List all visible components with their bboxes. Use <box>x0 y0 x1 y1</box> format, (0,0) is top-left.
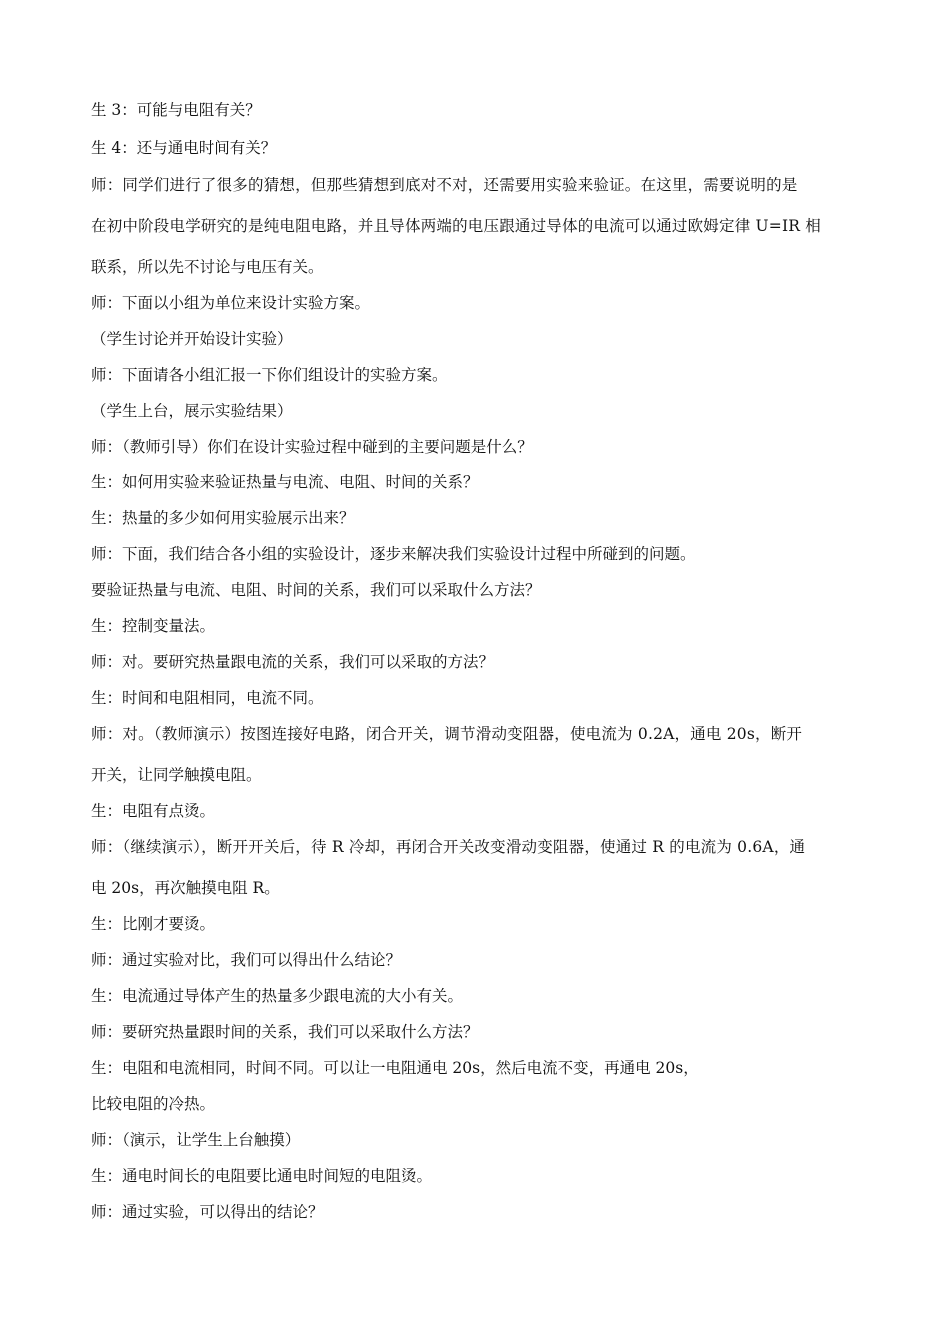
text-line: 生：通电时间长的电阻要比通电时间短的电阻烫。 <box>91 1167 433 1185</box>
text-line: 师：通过实验，可以得出的结论？ <box>91 1203 324 1221</box>
text-line: 师：（继续演示），断开开关后，待 R 冷却，再闭合开关改变滑动变阻器，使通过 R 的电流为 0.6A，通 <box>91 838 806 856</box>
text-line: 生：如何用实验来验证热量与电流、电阻、时间的关系？ <box>91 473 479 491</box>
text-line: 开关，让同学触摸电阻。 <box>91 766 262 784</box>
text-line: 师：下面请各小组汇报一下你们组设计的实验方案。 <box>91 366 448 384</box>
text-line: 师：（教师引导）你们在设计实验过程中碰到的主要问题是什么？ <box>91 438 533 456</box>
text-line: 生：电阻和电流相同，时间不同。可以让一电阻通电 20s，然后电流不变，再通电 20s， <box>91 1059 699 1077</box>
text-line: 比较电阻的冷热。 <box>91 1095 216 1113</box>
text-line: 师：下面以小组为单位来设计实验方案。 <box>91 294 371 312</box>
text-line: 生：热量的多少如何用实验展示出来？ <box>91 509 355 527</box>
text-line: 师：（演示，让学生上台触摸） <box>91 1131 301 1149</box>
text-line: 生：电流通过导体产生的热量多少跟电流的大小有关。 <box>91 987 464 1005</box>
text-line: 生：比刚才要烫。 <box>91 915 216 933</box>
text-line: 在初中阶段电学研究的是纯电阻电路，并且导体两端的电压跟通过导体的电流可以通过欧姆定律 U=IR 相 <box>91 217 822 235</box>
text-line: 生：控制变量法。 <box>91 617 216 635</box>
text-line: 生 4：还与通电时间有关？ <box>91 139 277 157</box>
text-line: 师：要研究热量跟时间的关系，我们可以采取什么方法？ <box>91 1023 479 1041</box>
text-line: 师：对。要研究热量跟电流的关系，我们可以采取的方法？ <box>91 653 495 671</box>
text-line: 生 3：可能与电阻有关？ <box>91 101 261 119</box>
text-line: 生：电阻有点烫。 <box>91 802 216 820</box>
text-line: 电 20s，再次触摸电阻 R。 <box>91 879 280 897</box>
text-line: 师：下面，我们结合各小组的实验设计，逐步来解决我们实验设计过程中所碰到的问题。 <box>91 545 696 563</box>
text-line: 生：时间和电阻相同，电流不同。 <box>91 689 324 707</box>
text-line: 师：同学们进行了很多的猜想，但那些猜想到底对不对，还需要用实验来验证。在这里，需要说明的是 <box>91 176 798 194</box>
text-line: （学生上台，展示实验结果） <box>91 402 293 420</box>
text-line: 联系，所以先不讨论与电压有关。 <box>91 258 324 276</box>
text-line: 师：通过实验对比，我们可以得出什么结论？ <box>91 951 402 969</box>
text-line: 师：对。（教师演示）按图连接好电路，闭合开关，调节滑动变阻器，使电流为 0.2A，通电 20s，断开 <box>91 725 803 743</box>
text-line: 要验证热量与电流、电阻、时间的关系，我们可以采取什么方法？ <box>91 581 541 599</box>
text-line: （学生讨论并开始设计实验） <box>91 330 293 348</box>
